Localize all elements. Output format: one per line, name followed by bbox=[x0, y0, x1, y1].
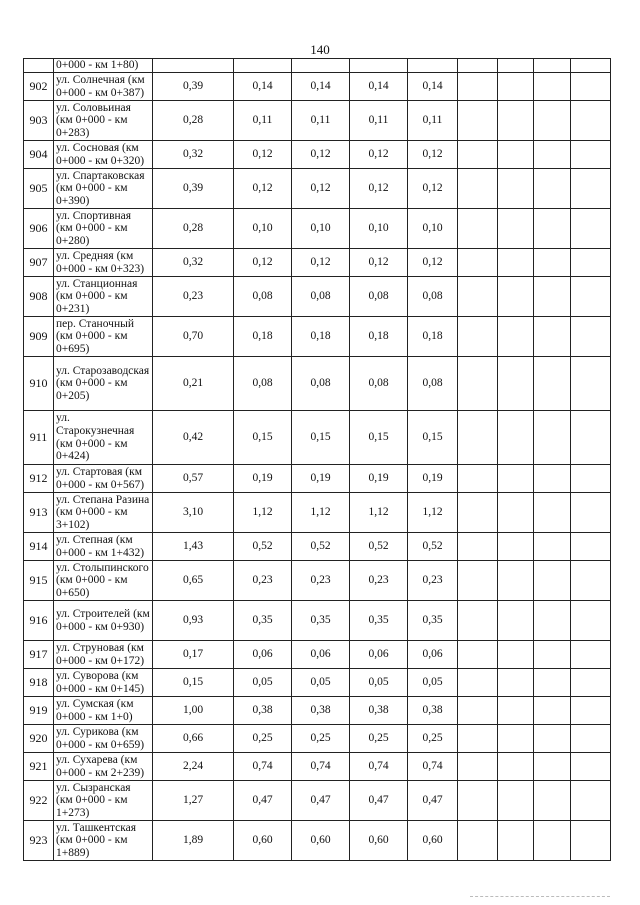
empty-cell bbox=[458, 169, 498, 209]
empty-cell bbox=[534, 697, 571, 725]
empty-cell bbox=[534, 821, 571, 861]
row-number: 922 bbox=[24, 781, 54, 821]
empty-cell bbox=[458, 101, 498, 141]
value-cell: 1,12 bbox=[350, 493, 408, 533]
value-cell: 0,06 bbox=[408, 641, 458, 669]
street-name: ул. Строителей (км 0+000 - км 0+930) bbox=[54, 601, 153, 641]
value-cell: 1,12 bbox=[234, 493, 292, 533]
value-cell: 0,05 bbox=[234, 669, 292, 697]
value-cell: 0,60 bbox=[350, 821, 408, 861]
value-cell: 0,38 bbox=[350, 697, 408, 725]
value-cell: 0,65 bbox=[153, 561, 234, 601]
value-cell: 0,38 bbox=[234, 697, 292, 725]
empty-cell bbox=[458, 533, 498, 561]
value-cell: 0,19 bbox=[350, 465, 408, 493]
value-cell: 0,47 bbox=[234, 781, 292, 821]
table-row bbox=[24, 73, 611, 101]
value-cell: 1,12 bbox=[408, 493, 458, 533]
empty-cell bbox=[498, 561, 534, 601]
value-cell: 0,08 bbox=[350, 357, 408, 411]
table-row bbox=[24, 357, 611, 411]
value-cell: 0,10 bbox=[292, 209, 350, 249]
empty-cell bbox=[498, 411, 534, 465]
row-number: 914 bbox=[24, 533, 54, 561]
row-number: 909 bbox=[24, 317, 54, 357]
value-cell: 0,12 bbox=[350, 141, 408, 169]
scan-artifact bbox=[470, 896, 610, 901]
value-cell: 0,35 bbox=[408, 601, 458, 641]
empty-cell bbox=[458, 641, 498, 669]
street-name: ул. Солнечная (км 0+000 - км 0+387) bbox=[54, 73, 153, 101]
street-name: ул. Струновая (км 0+000 - км 0+172) bbox=[54, 641, 153, 669]
table-row bbox=[24, 209, 611, 249]
empty-cell bbox=[498, 821, 534, 861]
row-number: 906 bbox=[24, 209, 54, 249]
value-cell: 0,12 bbox=[292, 249, 350, 277]
value-cell: 0,32 bbox=[153, 249, 234, 277]
table-row bbox=[24, 561, 611, 601]
table-row bbox=[24, 169, 611, 209]
empty-cell bbox=[498, 73, 534, 101]
table-row bbox=[24, 753, 611, 781]
empty-cell bbox=[534, 277, 571, 317]
empty-cell bbox=[534, 357, 571, 411]
value-cell: 0,05 bbox=[350, 669, 408, 697]
value-cell: 0,12 bbox=[234, 169, 292, 209]
empty-cell bbox=[571, 411, 611, 465]
empty-cell bbox=[534, 533, 571, 561]
empty-cell bbox=[571, 821, 611, 861]
row-number: 917 bbox=[24, 641, 54, 669]
street-name: ул. Столыпинского (км 0+000 - км 0+650) bbox=[54, 561, 153, 601]
street-name: 0+000 - км 1+80) bbox=[54, 59, 153, 73]
table-row bbox=[24, 465, 611, 493]
value-cell: 0,66 bbox=[153, 725, 234, 753]
row-number: 918 bbox=[24, 669, 54, 697]
empty-cell bbox=[571, 277, 611, 317]
value-cell: 0,19 bbox=[234, 465, 292, 493]
empty-cell bbox=[498, 169, 534, 209]
empty-cell bbox=[571, 141, 611, 169]
table-row bbox=[24, 821, 611, 861]
table-row bbox=[24, 411, 611, 465]
value-cell: 0,25 bbox=[350, 725, 408, 753]
empty-cell bbox=[534, 249, 571, 277]
value-cell: 0,19 bbox=[408, 465, 458, 493]
value-cell: 0,08 bbox=[292, 357, 350, 411]
value-cell: 0,12 bbox=[408, 169, 458, 209]
empty-cell bbox=[571, 697, 611, 725]
value-cell: 0,12 bbox=[350, 249, 408, 277]
page-number: 140 bbox=[310, 42, 330, 57]
value-cell: 0,18 bbox=[234, 317, 292, 357]
table-row bbox=[24, 669, 611, 697]
value-cell: 0,21 bbox=[153, 357, 234, 411]
value-cell: 0,47 bbox=[292, 781, 350, 821]
value-cell: 0,18 bbox=[350, 317, 408, 357]
table-row bbox=[24, 725, 611, 753]
value-cell: 0,05 bbox=[292, 669, 350, 697]
value-cell: 0,39 bbox=[153, 169, 234, 209]
row-number: 908 bbox=[24, 277, 54, 317]
table-row bbox=[24, 533, 611, 561]
empty-cell bbox=[498, 277, 534, 317]
empty-cell bbox=[571, 669, 611, 697]
value-cell: 0,11 bbox=[292, 101, 350, 141]
value-cell: 1,89 bbox=[153, 821, 234, 861]
value-cell: 0,11 bbox=[234, 101, 292, 141]
row-number: 911 bbox=[24, 411, 54, 465]
value-cell: 0,17 bbox=[153, 641, 234, 669]
empty-cell bbox=[571, 753, 611, 781]
value-cell: 0,74 bbox=[292, 753, 350, 781]
empty-cell bbox=[534, 725, 571, 753]
street-name: ул. Старозаводская (км 0+000 - км 0+205) bbox=[54, 357, 153, 411]
value-cell: 1,27 bbox=[153, 781, 234, 821]
value-cell: 0,28 bbox=[153, 101, 234, 141]
empty-cell bbox=[571, 561, 611, 601]
value-cell: 0,39 bbox=[153, 73, 234, 101]
street-name: ул. Старокузнечная (км 0+000 - км 0+424) bbox=[54, 411, 153, 465]
empty-cell bbox=[571, 465, 611, 493]
street-name: ул. Средняя (км 0+000 - км 0+323) bbox=[54, 249, 153, 277]
empty-cell bbox=[571, 493, 611, 533]
value-cell: 0,08 bbox=[234, 277, 292, 317]
value-cell: 2,24 bbox=[153, 753, 234, 781]
value-cell: 1,00 bbox=[153, 697, 234, 725]
row-number: 913 bbox=[24, 493, 54, 533]
empty-cell bbox=[534, 465, 571, 493]
empty-cell bbox=[458, 493, 498, 533]
empty-cell bbox=[571, 209, 611, 249]
street-name: ул. Сумская (км 0+000 - км 1+0) bbox=[54, 697, 153, 725]
value-cell: 0,32 bbox=[153, 141, 234, 169]
empty-cell bbox=[458, 669, 498, 697]
empty-cell bbox=[458, 781, 498, 821]
value-cell: 0,52 bbox=[408, 533, 458, 561]
table-row-continuation bbox=[24, 59, 611, 73]
empty-cell bbox=[498, 317, 534, 357]
value-cell: 0,18 bbox=[292, 317, 350, 357]
value-cell: 0,35 bbox=[350, 601, 408, 641]
value-cell: 0,35 bbox=[234, 601, 292, 641]
value-cell: 0,08 bbox=[350, 277, 408, 317]
empty-cell bbox=[458, 73, 498, 101]
value-cell: 0,35 bbox=[292, 601, 350, 641]
value-cell: 0,10 bbox=[350, 209, 408, 249]
value-cell: 0,06 bbox=[350, 641, 408, 669]
value-cell: 0,23 bbox=[350, 561, 408, 601]
street-name: ул. Стартовая (км 0+000 - км 0+567) bbox=[54, 465, 153, 493]
value-cell: 0,14 bbox=[408, 73, 458, 101]
street-name: ул. Соловьиная (км 0+000 - км 0+283) bbox=[54, 101, 153, 141]
value-cell: 0,12 bbox=[408, 249, 458, 277]
empty-cell bbox=[534, 641, 571, 669]
value-cell: 0,74 bbox=[408, 753, 458, 781]
empty-cell bbox=[571, 725, 611, 753]
empty-cell bbox=[571, 533, 611, 561]
street-name: ул. Сосновая (км 0+000 - км 0+320) bbox=[54, 141, 153, 169]
table-row bbox=[24, 601, 611, 641]
value-cell: 0,38 bbox=[408, 697, 458, 725]
value-cell: 0,42 bbox=[153, 411, 234, 465]
empty-cell bbox=[458, 141, 498, 169]
empty-cell bbox=[458, 465, 498, 493]
empty-cell bbox=[534, 101, 571, 141]
value-cell: 0,05 bbox=[408, 669, 458, 697]
empty-cell bbox=[534, 781, 571, 821]
empty-cell bbox=[458, 725, 498, 753]
value-cell: 0,52 bbox=[292, 533, 350, 561]
empty-cell bbox=[498, 533, 534, 561]
row-number: 912 bbox=[24, 465, 54, 493]
value-cell: 0,70 bbox=[153, 317, 234, 357]
value-cell: 0,12 bbox=[408, 141, 458, 169]
empty-cell bbox=[458, 249, 498, 277]
value-cell: 0,93 bbox=[153, 601, 234, 641]
value-cell: 0,14 bbox=[292, 73, 350, 101]
value-cell: 0,74 bbox=[234, 753, 292, 781]
empty-cell bbox=[458, 821, 498, 861]
empty-cell bbox=[534, 669, 571, 697]
empty-cell bbox=[571, 601, 611, 641]
value-cell: 0,14 bbox=[234, 73, 292, 101]
empty-cell bbox=[498, 249, 534, 277]
empty-cell bbox=[498, 357, 534, 411]
empty-cell bbox=[498, 465, 534, 493]
value-cell: 0,25 bbox=[234, 725, 292, 753]
table-row bbox=[24, 781, 611, 821]
row-number: 910 bbox=[24, 357, 54, 411]
empty-cell bbox=[534, 209, 571, 249]
table-row bbox=[24, 141, 611, 169]
value-cell: 0,14 bbox=[350, 73, 408, 101]
empty-cell bbox=[498, 669, 534, 697]
empty-cell bbox=[534, 141, 571, 169]
value-cell: 0,23 bbox=[153, 277, 234, 317]
empty-cell bbox=[458, 561, 498, 601]
empty-cell bbox=[458, 277, 498, 317]
empty-cell bbox=[534, 493, 571, 533]
value-cell: 0,47 bbox=[408, 781, 458, 821]
empty-cell bbox=[534, 73, 571, 101]
value-cell: 0,25 bbox=[408, 725, 458, 753]
empty-cell bbox=[458, 317, 498, 357]
table-row bbox=[24, 317, 611, 357]
row-number: 904 bbox=[24, 141, 54, 169]
value-cell: 0,23 bbox=[234, 561, 292, 601]
table-row bbox=[24, 277, 611, 317]
value-cell: 0,15 bbox=[153, 669, 234, 697]
value-cell: 1,43 bbox=[153, 533, 234, 561]
table-row bbox=[24, 697, 611, 725]
value-cell: 0,12 bbox=[350, 169, 408, 209]
value-cell: 0,23 bbox=[408, 561, 458, 601]
row-number: 921 bbox=[24, 753, 54, 781]
value-cell: 0,15 bbox=[350, 411, 408, 465]
street-name: ул. Сызранская (км 0+000 - км 1+273) bbox=[54, 781, 153, 821]
row-number: 916 bbox=[24, 601, 54, 641]
value-cell: 0,08 bbox=[292, 277, 350, 317]
empty-cell bbox=[458, 411, 498, 465]
value-cell: 0,15 bbox=[292, 411, 350, 465]
value-cell: 0,08 bbox=[408, 277, 458, 317]
value-cell: 0,06 bbox=[292, 641, 350, 669]
row-number: 907 bbox=[24, 249, 54, 277]
value-cell: 0,60 bbox=[292, 821, 350, 861]
street-name: пер. Станочный (км 0+000 - км 0+695) bbox=[54, 317, 153, 357]
empty-cell bbox=[498, 141, 534, 169]
empty-cell bbox=[534, 169, 571, 209]
row-number: 902 bbox=[24, 73, 54, 101]
value-cell: 0,08 bbox=[234, 357, 292, 411]
empty-cell bbox=[534, 561, 571, 601]
empty-cell bbox=[571, 357, 611, 411]
value-cell: 0,10 bbox=[234, 209, 292, 249]
empty-cell bbox=[571, 781, 611, 821]
street-name: ул. Сухарева (км 0+000 - км 2+239) bbox=[54, 753, 153, 781]
empty-cell bbox=[458, 753, 498, 781]
empty-cell bbox=[571, 641, 611, 669]
street-name: ул. Ташкентская (км 0+000 - км 1+889) bbox=[54, 821, 153, 861]
value-cell: 0,52 bbox=[234, 533, 292, 561]
value-cell: 0,19 bbox=[292, 465, 350, 493]
empty-cell bbox=[498, 697, 534, 725]
street-name: ул. Суворова (км 0+000 - км 0+145) bbox=[54, 669, 153, 697]
value-cell: 0,57 bbox=[153, 465, 234, 493]
row-number: 923 bbox=[24, 821, 54, 861]
street-name: ул. Спортивная (км 0+000 - км 0+280) bbox=[54, 209, 153, 249]
empty-cell bbox=[534, 411, 571, 465]
data-table bbox=[23, 58, 611, 861]
value-cell: 0,52 bbox=[350, 533, 408, 561]
row-number bbox=[24, 59, 54, 73]
value-cell: 0,28 bbox=[153, 209, 234, 249]
empty-cell bbox=[458, 601, 498, 641]
value-cell: 0,60 bbox=[408, 821, 458, 861]
value-cell: 0,74 bbox=[350, 753, 408, 781]
table-row bbox=[24, 101, 611, 141]
empty-cell bbox=[498, 753, 534, 781]
value-cell: 3,10 bbox=[153, 493, 234, 533]
value-cell: 0,12 bbox=[292, 141, 350, 169]
row-number: 905 bbox=[24, 169, 54, 209]
empty-cell bbox=[571, 101, 611, 141]
row-number: 915 bbox=[24, 561, 54, 601]
street-name: ул. Степана Разина (км 0+000 - км 3+102) bbox=[54, 493, 153, 533]
empty-cell bbox=[498, 601, 534, 641]
empty-cell bbox=[571, 317, 611, 357]
value-cell: 0,15 bbox=[408, 411, 458, 465]
empty-cell bbox=[571, 249, 611, 277]
empty-cell bbox=[498, 101, 534, 141]
empty-cell bbox=[498, 725, 534, 753]
value-cell: 0,12 bbox=[292, 169, 350, 209]
value-cell: 0,60 bbox=[234, 821, 292, 861]
value-cell: 1,12 bbox=[292, 493, 350, 533]
value-cell: 0,47 bbox=[350, 781, 408, 821]
empty-cell bbox=[571, 73, 611, 101]
empty-cell bbox=[458, 209, 498, 249]
empty-cell bbox=[498, 209, 534, 249]
value-cell: 0,25 bbox=[292, 725, 350, 753]
value-cell: 0,12 bbox=[234, 249, 292, 277]
empty-cell bbox=[498, 641, 534, 669]
value-cell: 0,08 bbox=[408, 357, 458, 411]
table-row bbox=[24, 249, 611, 277]
table-body bbox=[24, 59, 611, 861]
value-cell: 0,11 bbox=[408, 101, 458, 141]
value-cell: 0,23 bbox=[292, 561, 350, 601]
street-name: ул. Спартаковская (км 0+000 - км 0+390) bbox=[54, 169, 153, 209]
street-name: ул. Сурикова (км 0+000 - км 0+659) bbox=[54, 725, 153, 753]
empty-cell bbox=[534, 753, 571, 781]
empty-cell bbox=[458, 697, 498, 725]
street-name: ул. Станционная (км 0+000 - км 0+231) bbox=[54, 277, 153, 317]
empty-cell bbox=[571, 169, 611, 209]
empty-cell bbox=[498, 493, 534, 533]
empty-cell bbox=[534, 601, 571, 641]
value-cell: 0,10 bbox=[408, 209, 458, 249]
row-number: 919 bbox=[24, 697, 54, 725]
value-cell: 0,06 bbox=[234, 641, 292, 669]
empty-cell bbox=[534, 317, 571, 357]
value-cell: 0,18 bbox=[408, 317, 458, 357]
street-name: ул. Степная (км 0+000 - км 1+432) bbox=[54, 533, 153, 561]
value-cell: 0,15 bbox=[234, 411, 292, 465]
row-number: 920 bbox=[24, 725, 54, 753]
empty-cell bbox=[458, 357, 498, 411]
table-row bbox=[24, 493, 611, 533]
row-number: 903 bbox=[24, 101, 54, 141]
table-row bbox=[24, 641, 611, 669]
value-cell: 0,11 bbox=[350, 101, 408, 141]
value-cell: 0,38 bbox=[292, 697, 350, 725]
value-cell: 0,12 bbox=[234, 141, 292, 169]
empty-cell bbox=[498, 781, 534, 821]
